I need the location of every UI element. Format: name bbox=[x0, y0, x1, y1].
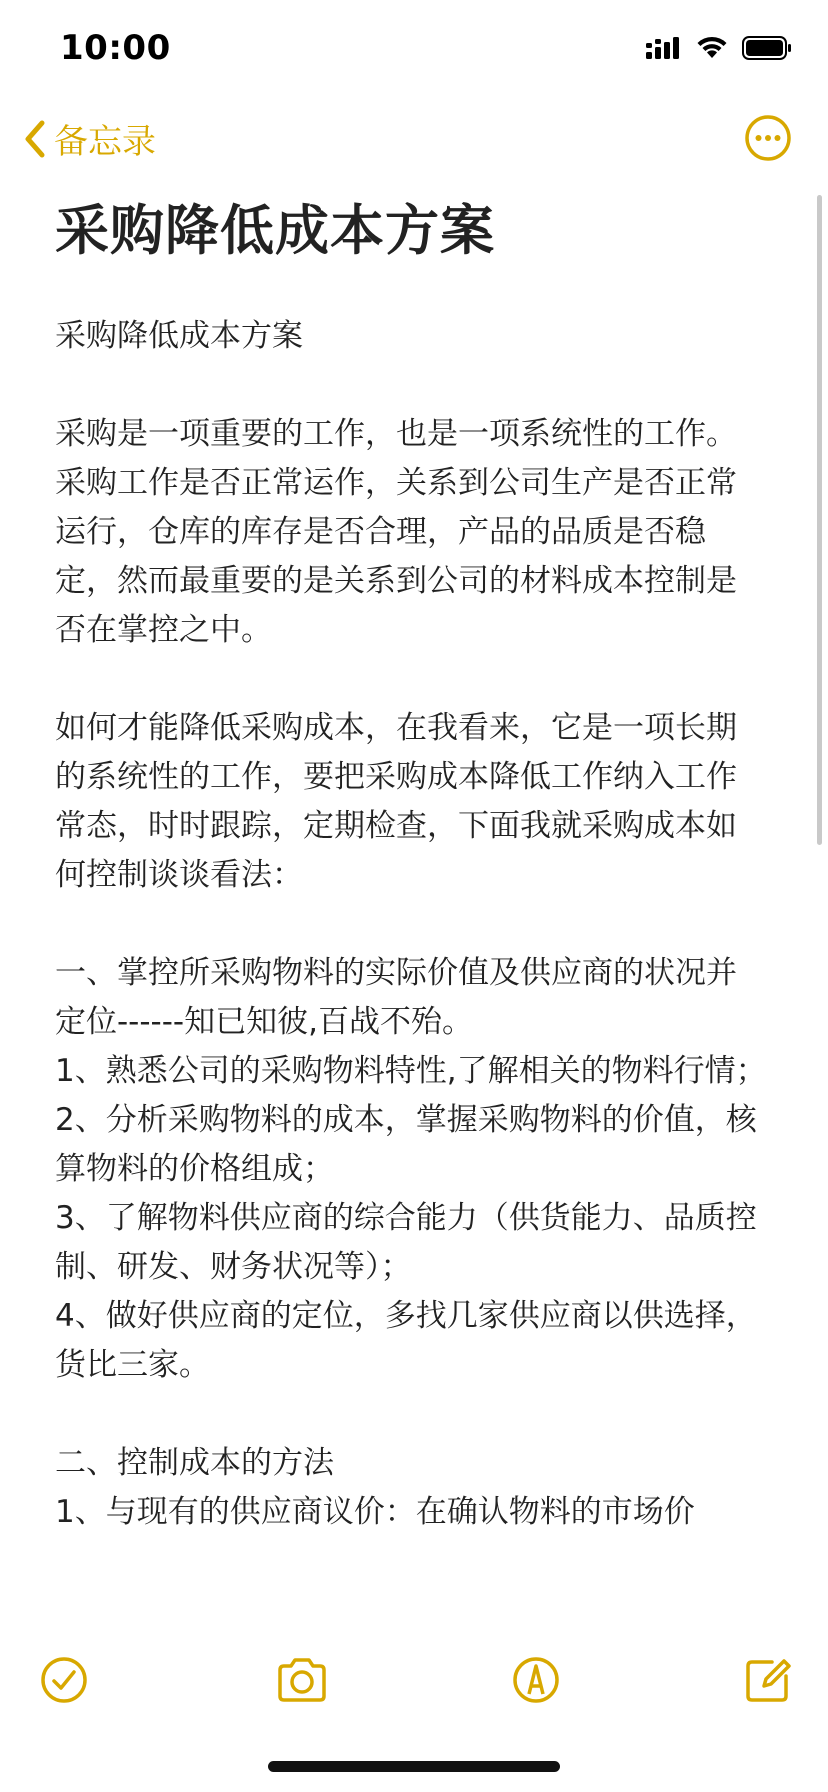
cellular-signal-icon bbox=[646, 37, 682, 59]
battery-icon bbox=[742, 36, 792, 60]
note-paragraph: 一、掌控所采购物料的实际价值及供应商的状况并定位------知已知彼,百战不殆。 bbox=[55, 955, 737, 1040]
bottom-toolbar bbox=[0, 1648, 828, 1718]
markup-pen-icon bbox=[510, 1654, 562, 1706]
note-paragraph: 如何才能降低采购成本，在我看来，它是一项长期的系统性的工作，要把采购成本降低工作纳入工作常态，时时跟踪，定期检查，下面我就采购成本如何控制谈谈看法： bbox=[55, 710, 737, 893]
home-indicator[interactable] bbox=[268, 1761, 560, 1772]
scroll-indicator[interactable] bbox=[817, 195, 822, 845]
compose-icon bbox=[742, 1654, 794, 1706]
checklist-icon bbox=[38, 1654, 90, 1706]
note-paragraph: 采购降低成本方案 bbox=[55, 318, 303, 354]
note-paragraph: 4、做好供应商的定位，多找几家供应商以供选择，货比三家。 bbox=[55, 1298, 757, 1383]
checklist-button[interactable] bbox=[38, 1654, 90, 1706]
status-bar bbox=[0, 0, 828, 100]
note-paragraph: 1、熟悉公司的采购物料特性,了解相关的物料行情； bbox=[55, 1053, 767, 1089]
note-paragraph: 2、分析采购物料的成本，掌握采购物料的价值，核算物料的价格组成； bbox=[55, 1102, 757, 1187]
wifi-icon bbox=[696, 36, 728, 60]
status-icons bbox=[646, 36, 792, 60]
note-paragraph: 二、控制成本的方法 bbox=[55, 1445, 334, 1481]
note-paragraph: 3、了解物料供应商的综合能力（供货能力、品质控制、研发、财务状况等）； bbox=[55, 1200, 757, 1285]
blank-line bbox=[55, 900, 767, 949]
status-time: 10:00 bbox=[60, 28, 171, 68]
more-button[interactable] bbox=[744, 114, 792, 162]
blank-line bbox=[55, 655, 767, 704]
compose-button[interactable] bbox=[742, 1654, 794, 1706]
note-paragraph: 采购工作是否正常运作，关系到公司生产是否正常运行，仓库的库存是否合理，产品的品质是否稳定，然而最重要的是关系到公司的材料成本控制是否在掌控之中。 bbox=[55, 465, 737, 648]
back-label: 备忘录 bbox=[54, 122, 156, 162]
camera-icon bbox=[274, 1654, 330, 1706]
note-body[interactable] bbox=[55, 312, 767, 1537]
chevron-left-icon bbox=[22, 119, 48, 159]
blank-line bbox=[55, 1390, 767, 1439]
back-button[interactable] bbox=[22, 114, 156, 163]
camera-button[interactable] bbox=[274, 1654, 330, 1706]
ellipsis-circle-icon bbox=[744, 114, 792, 162]
note-title[interactable]: 采购降低成本方案 bbox=[55, 199, 495, 262]
note-paragraph: 采购是一项重要的工作，也是一项系统性的工作。 bbox=[55, 416, 737, 452]
note-paragraph: 1、与现有的供应商议价：在确认物料的市场价 bbox=[55, 1494, 695, 1530]
nav-bar bbox=[0, 108, 828, 172]
blank-line bbox=[55, 361, 767, 410]
markup-button[interactable] bbox=[510, 1654, 562, 1706]
